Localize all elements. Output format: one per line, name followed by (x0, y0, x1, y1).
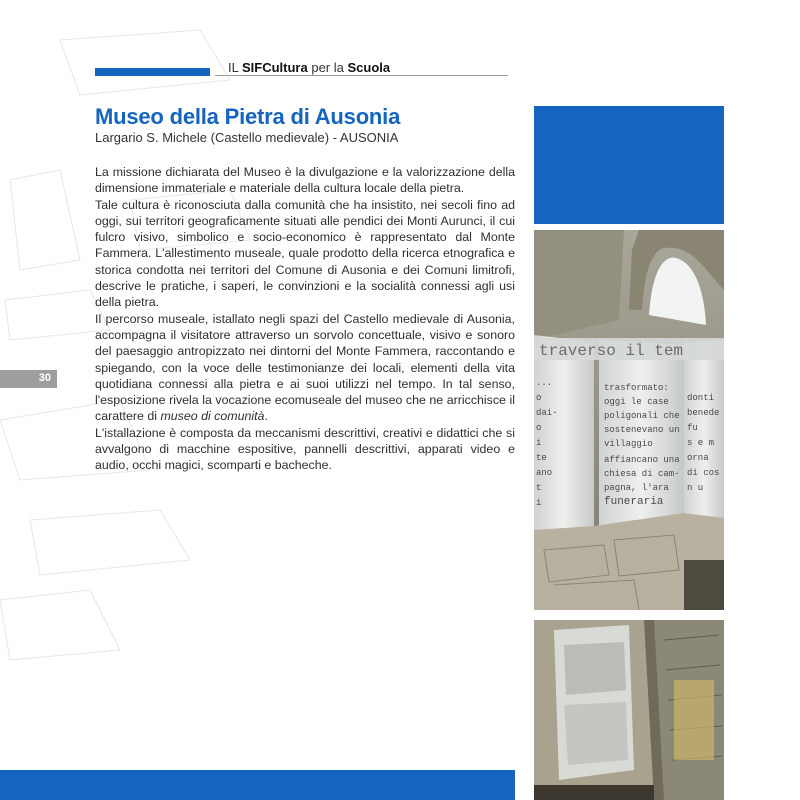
panel-right-line: orna (687, 453, 709, 463)
panel-right-line: benede (687, 408, 720, 418)
museum-photo-panels (534, 230, 724, 610)
header-rule (215, 75, 508, 76)
museum-photo-exhibit-image (534, 620, 724, 800)
paragraph: Tale cultura è riconosciuta dalla comunità che ha insistito, nei secoli fino ad oggi, sui territori geograficamente situati alle pendici dei Monti Aurunci, il cui fulcro visivo, simbolico e socio-economico è rappresentato dal Monte Fammera. L'allestimento museale, quale prodotto della ricerca etnografica e storica condotta nei territori del Comune di Ausonia e dei Comuni limitrofi, descrive le pratiche, i saperi, le convinzioni e la socialità connessi agli usi della pietra. (95, 197, 515, 310)
panel-center-line: pagna, l'ara (604, 483, 669, 493)
page-number-tab (0, 370, 57, 388)
paragraph: La missione dichiarata del Museo è la divulgazione e la valorizzazione della dimensione immateriale e materiale della cultura locale della pietra. (95, 165, 515, 196)
header-section: Scuola (347, 60, 391, 75)
panel-center-line: trasformato: (604, 383, 669, 393)
page-title: Museo della Pietra di Ausonia (95, 104, 401, 129)
panel-right-line: fu (687, 423, 698, 433)
panel-center-line: oggi le case (604, 397, 669, 407)
blue-color-block (534, 106, 724, 224)
museum-photo-exhibit (534, 620, 724, 800)
panel-left-line: i (536, 438, 542, 448)
page-number: 30 (38, 372, 51, 384)
running-header (228, 60, 390, 75)
panel-heading: traverso il tem (539, 342, 684, 360)
paragraph-text: Il percorso museale, istallato negli spazi del Castello medievale di Ausonia, accompagna il visitatore attraverso un sorvolo concettuale, visivo e sonoro del paesaggio antropizzato nei dintorni del Monte Fammera, raccontando e spiegando, con la voce delle testimonianze dei locali, elementi della vita quotidiana connessi alla pietra e ai suoi utilizzi nel tempo. In tal senso, l'esposizione rivela la vocazione ecomuseale del museo che ne arricchisce il carattere di (95, 311, 515, 424)
museum-photo-panels-image (534, 230, 724, 610)
paragraph (95, 311, 515, 425)
paragraph-emphasis: museo di comunità (160, 409, 265, 424)
panel-center-line: funeraria (604, 496, 664, 508)
panel-center-line: poligonali che (604, 411, 680, 421)
panel-center-line: sostenevano un (604, 425, 680, 435)
panel-right-line: donti (687, 393, 715, 403)
footer-accent-bar (0, 770, 515, 800)
panel-left-line: dai- (536, 408, 558, 418)
page-subtitle: Largario S. Michele (Castello medievale) - AUSONIA (95, 130, 399, 145)
panel-left-line: ... (536, 378, 553, 388)
header-middle: per la (311, 60, 344, 75)
paragraph-end: . (264, 409, 268, 424)
panel-center-line: affiancano una (604, 455, 680, 465)
paragraph: L'istallazione è composta da meccanismi descrittivi, creativi e didattici che si avvalgono di macchine espositive, pannelli descrittivi, apparati video e audio, occhi magici, scomparti e bacheche. (95, 425, 515, 473)
panel-right-line: s e m (687, 438, 715, 448)
header-brand: SIFCultura (241, 60, 308, 75)
panel-right-line: n u (687, 483, 704, 493)
header-prefix: IL (228, 60, 239, 75)
panel-left-line: te (536, 453, 547, 463)
panel-left-line: i (536, 498, 542, 508)
header-accent-bar (95, 68, 210, 76)
article-body (95, 164, 515, 474)
panel-left-line: t (536, 483, 542, 493)
panel-left-line: o (536, 393, 542, 403)
panel-left-line: ano (536, 468, 553, 478)
panel-center-line: chiesa di cam- (604, 469, 680, 479)
panel-center-line: villaggio (604, 439, 653, 449)
panel-right-line: di cos (687, 468, 720, 478)
panel-left-line: o (536, 423, 542, 433)
